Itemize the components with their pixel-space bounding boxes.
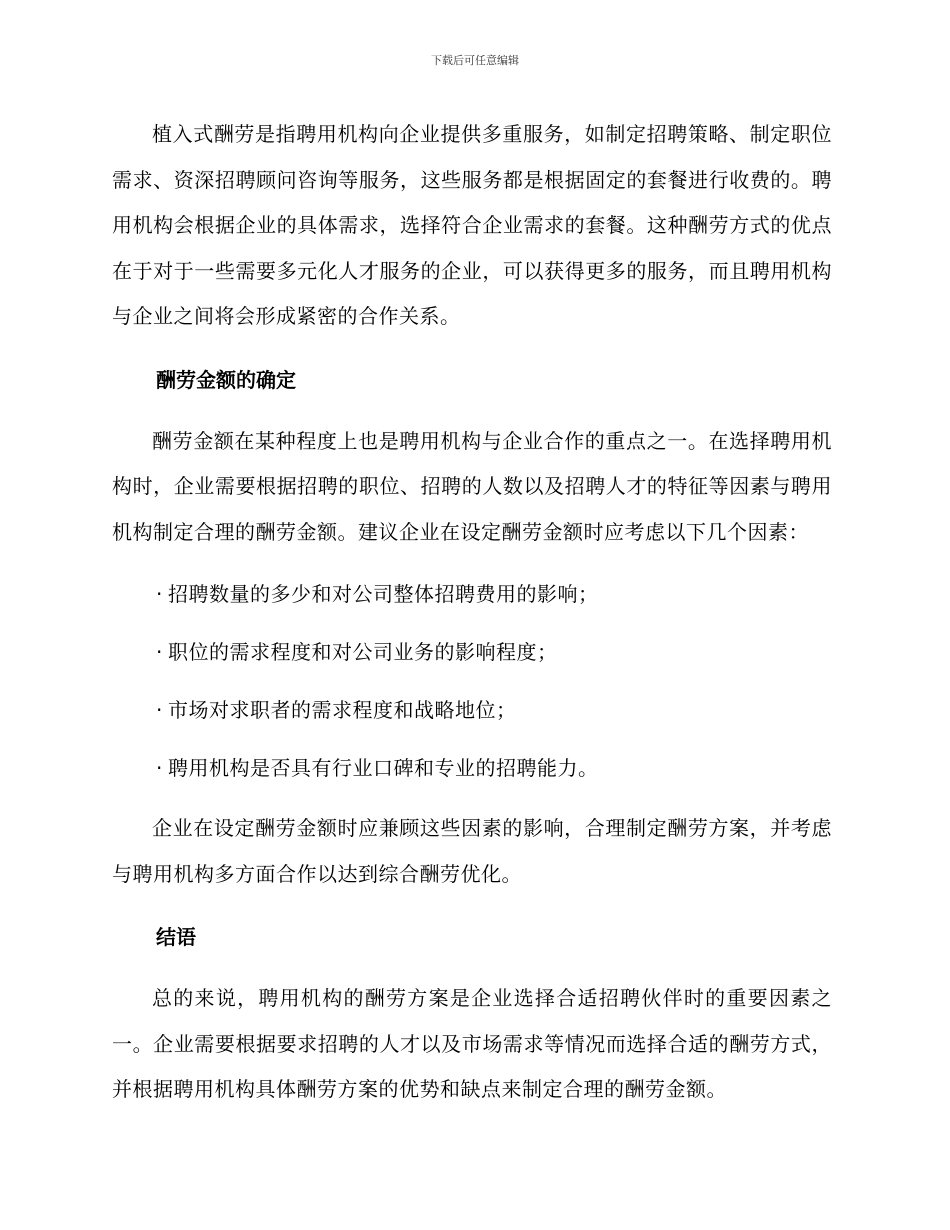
paragraph-fee-amount: 酬劳金额在某种程度上也是聘用机构与企业合作的重点之一。在选择聘用机构时，企业需要根据招聘的职位、招聘的人数以及招聘人才的特征等因素与聘用机构制定合理的酬劳金额。建议企业在设定酬劳金额时应考虑以下几个因素：: [112, 428, 832, 544]
bullet-marker: ·: [156, 640, 163, 664]
factor-text: 职位的需求程度和对公司业务的影响程度；: [168, 640, 558, 664]
paragraph-implant-fee: 植入式酬劳是指聘用机构向企业提供多重服务，如制定招聘策略、制定职位需求、资深招聘顾问咨询等服务，这些服务都是根据固定的套餐进行收费的。聘用机构会根据企业的具体需求，选择符合企业需求的套餐。这种酬劳方式的优点在于对于一些需要多元化人才服务的企业，可以获得更多的服务，而且聘用机构与企业之间将会形成紧密的合作关系。: [112, 122, 832, 328]
factor-item: [112, 696, 832, 724]
heading-fee-amount: 酬劳金额的确定: [156, 367, 296, 392]
factor-text: 市场对求职者的需求程度和战略地位；: [168, 698, 517, 722]
bullet-marker: ·: [156, 756, 163, 780]
paragraph-balance-factors: 企业在设定酬劳金额时应兼顾这些因素的影响，合理制定酬劳方案，并考虑与聘用机构多方面合作以达到综合酬劳优化。: [112, 816, 832, 886]
factor-item: [112, 754, 832, 782]
paragraph-conclusion: 总的来说，聘用机构的酬劳方案是企业选择合适招聘伙伴时的重要因素之一。企业需要根据要求招聘的人才以及市场需求等情况而选择合适的酬劳方式，并根据聘用机构具体酬劳方案的优势和缺点来制定合理的酬劳金额。: [112, 986, 832, 1101]
bullet-marker: ·: [156, 582, 163, 606]
factor-item: [112, 638, 832, 666]
factor-text: 招聘数量的多少和对公司整体招聘费用的影响；: [168, 582, 599, 606]
document-body: [112, 112, 832, 1113]
heading-conclusion: 结语: [156, 925, 196, 949]
factor-list: [112, 580, 832, 782]
factor-text: 聘用机构是否具有行业口碑和专业的招聘能力。: [168, 756, 599, 780]
factor-item: [112, 580, 832, 608]
page-header: 下载后可任意编辑: [431, 54, 519, 67]
bullet-marker: ·: [156, 698, 163, 722]
